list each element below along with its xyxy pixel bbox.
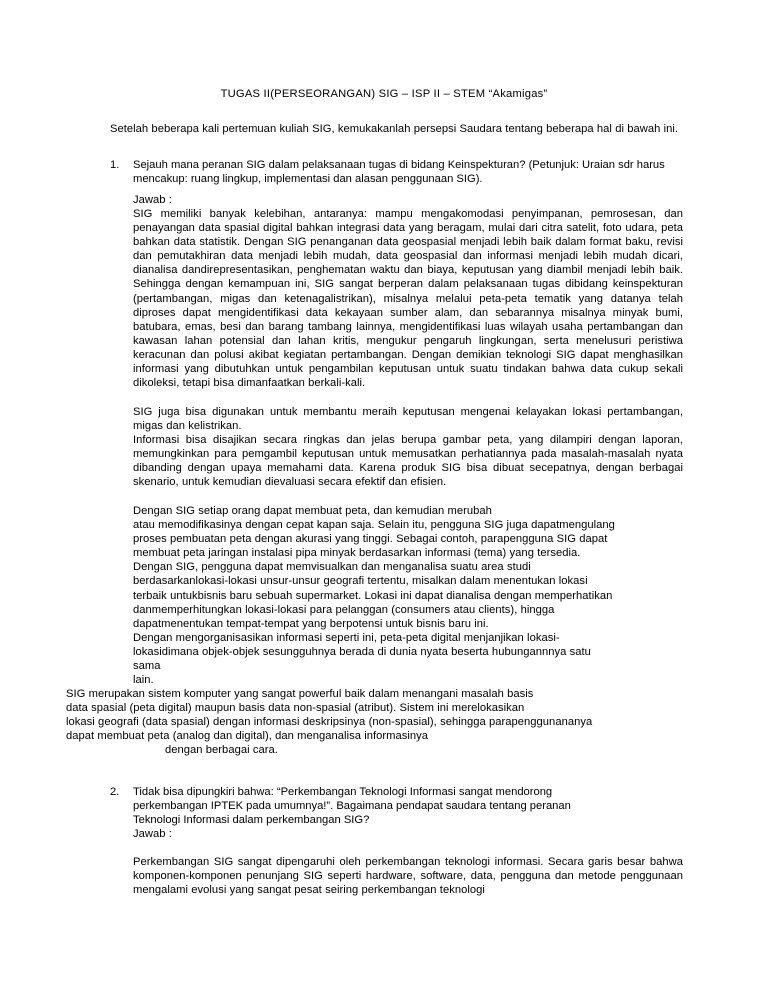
text-line: Teknologi Informasi dalam perkembangan SIG? — [133, 814, 370, 827]
text-line: lokasi geografi (data spasial) dengan informasi deskripsinya (non-spasial), sehingga parapenggunananya — [66, 716, 593, 729]
question-1-number: 1. — [110, 159, 120, 171]
question-1-answer-paragraph-2: SIG juga bisa digunakan untuk membantu meraih keputusan mengenai kelayakan lokasi pertambangan, migas dan kelistrikan. — [133, 406, 683, 433]
page-title: TUGAS II(PERSEORANGAN) SIG – ISP II – STEM “Akamigas” — [220, 88, 548, 100]
text-line: Tidak bisa dipungkiri bahwa: “Perkembangan Teknologi Informasi sangat mendorong — [133, 786, 553, 798]
text-line: lain. — [133, 674, 154, 687]
text-line: sama — [133, 660, 161, 673]
question-1-outer-block — [66, 687, 683, 743]
question-1-answer-label: Jawab : — [133, 194, 172, 206]
text-line: dapatmenentukan tempat-tempat yang berpotensi untuk bisnis baru ini. — [133, 617, 489, 630]
text-line: data spasial (peta digital) maupun basis data non-spasial (atribut). Sistem ini merelokasikan — [66, 702, 525, 715]
text-line: berdasarkanlokasi-lokasi unsur-unsur geografi tertentu, misalkan dalam menentukan lokasi — [133, 575, 588, 588]
question-2-row — [110, 785, 683, 827]
question-1-prompt: Sejauh mana peranan SIG dalam pelaksanaan tugas di bidang Keinspekturan? (Petunjuk: Uraian sdr harus mencakup: ruang lingkup, implementasi dan alasan penggunaan SIG). — [133, 159, 665, 186]
question-2-prompt — [133, 785, 683, 827]
question-1-row — [110, 158, 683, 186]
text-line: dapat membuat peta (analog dan digital), dan menganalisa informasinya — [66, 730, 429, 743]
question-2-answer-paragraph-1: Perkembangan SIG sangat dipengaruhi oleh perkembangan teknologi informasi. Secara garis besar bahwa komponen-komponen penunjang SIG seperti hardware, software, data, pengguna dan metode penggunaan mengalami evolusi yang sangat pesat seiring perkembangan teknologi — [133, 856, 683, 897]
text-line: perkembangan IPTEK pada umumnya!”. Bagaimana pendapat saudara tentang peranan — [133, 800, 571, 813]
text-line: lokasidimana objek-objek sesungguhnya berada di dunia nyata beserta hubungannnya satu — [133, 645, 591, 658]
intro-paragraph: Setelah beberapa kali pertemuan kuliah SIG, kemukakanlah persepsi Saudara tentang beberapa hal di bawah ini. — [110, 123, 679, 135]
question-1-answer-paragraph-1: SIG memiliki banyak kelebihan, antaranya: mampu mengakomodasi penyimpanan, pemrosesan, dan penayangan data spasial digital bahkan integrasi data yang beragam, mulai dari citra satelit, foto udara, peta bahkan data statistik. Dengan SIG penanganan data geospasial menjadi lebih baik dalam format baku, revisi dan pemutakhiran data menjadi lebih mudah, data geospasial dan informasi menjadi lebih mudah dicari, dianalisa dandirepresentasikan, penghematan waktu dan biaya, keputusan yang diambil menjadi lebih baik. Sehingga dengan kemampuan ini, SIG sangat berperan dalam pelaksanaan tugas dibidang keinspekturan (pertambangan, migas dan ketenagalistrikan), misalnya melalui peta-peta tematik yang datanya telah diproses dapat mengidentifikasi data kekayaan sumber alam, dan sebarannya misalnya minyak bumi, batubara, emas, besi dan barang tambang lainnya, mengidentifikasi luas wilayah usaha pertambangan dan kawasan lahan potensial dan lahan kritis, mengukur pengaruh lingkungan, serta menelusuri peristiwa keracunan dan polusi akibat kegiatan pertambangan. Dengan demikian teknologi SIG dapat menghasilkan informasi yang dibutuhkan untuk pengambilan keputusan untuk suatu tindakan bahwa data cukup sekali dikoleksi, tetapi bisa dimanfaatkan berkali-kali. — [133, 208, 683, 390]
question-1-closing-line: dengan berbagai cara. — [165, 744, 278, 756]
text-line: Dengan SIG setiap orang dapat membuat peta, dan kemudian merubah — [133, 505, 492, 517]
text-line: danmemperhitungkan lokasi-lokasi para pelanggan (consumers atau clients), hingga — [133, 603, 555, 616]
text-line: membuat peta jaringan instalasi pipa minyak berdasarkan informasi (tema) yang tersedia. — [133, 547, 581, 560]
question-2-number: 2. — [110, 786, 120, 798]
question-2-answer-label: Jawab : — [133, 828, 172, 840]
text-line: terbaik untukbisnis baru sebuah supermarket. Lokasi ini dapat dianalisa dengan memperhatikan — [133, 589, 613, 602]
text-line: SIG merupakan sistem komputer yang sangat powerful baik dalam menangani masalah basis — [66, 688, 534, 700]
question-1-answer-lines-block-a — [133, 504, 683, 687]
text-line: atau memodifikasinya dengan cepat kapan saja. Selain itu, pengguna SIG juga dapatmengulang — [133, 519, 615, 532]
text-line: Dengan mengorganisasikan informasi seperti ini, peta-peta digital menjanjikan lokasi- — [133, 631, 560, 644]
question-1-answer-paragraph-3: Informasi bisa disajikan secara ringkas dan jelas berupa gambar peta, yang dilampiri dengan laporan, memungkinkan para pemgambil keputusan untuk memusatkan perhatiannya pada masalah-masalah nyata dibanding dengan upaya memahami data. Karena produk SIG bisa dibuat secepatnya, dengan berbagai skenario, untuk kemudian dievaluasi secara efektif dan efisien. — [133, 434, 683, 489]
text-line: Dengan SIG, pengguna dapat memvisualkan dan menganalisa suatu area studi — [133, 561, 531, 574]
text-line: proses pembuatan peta dengan akurasi yang tinggi. Sebagai contoh, parapengguna SIG dapat — [133, 533, 608, 546]
